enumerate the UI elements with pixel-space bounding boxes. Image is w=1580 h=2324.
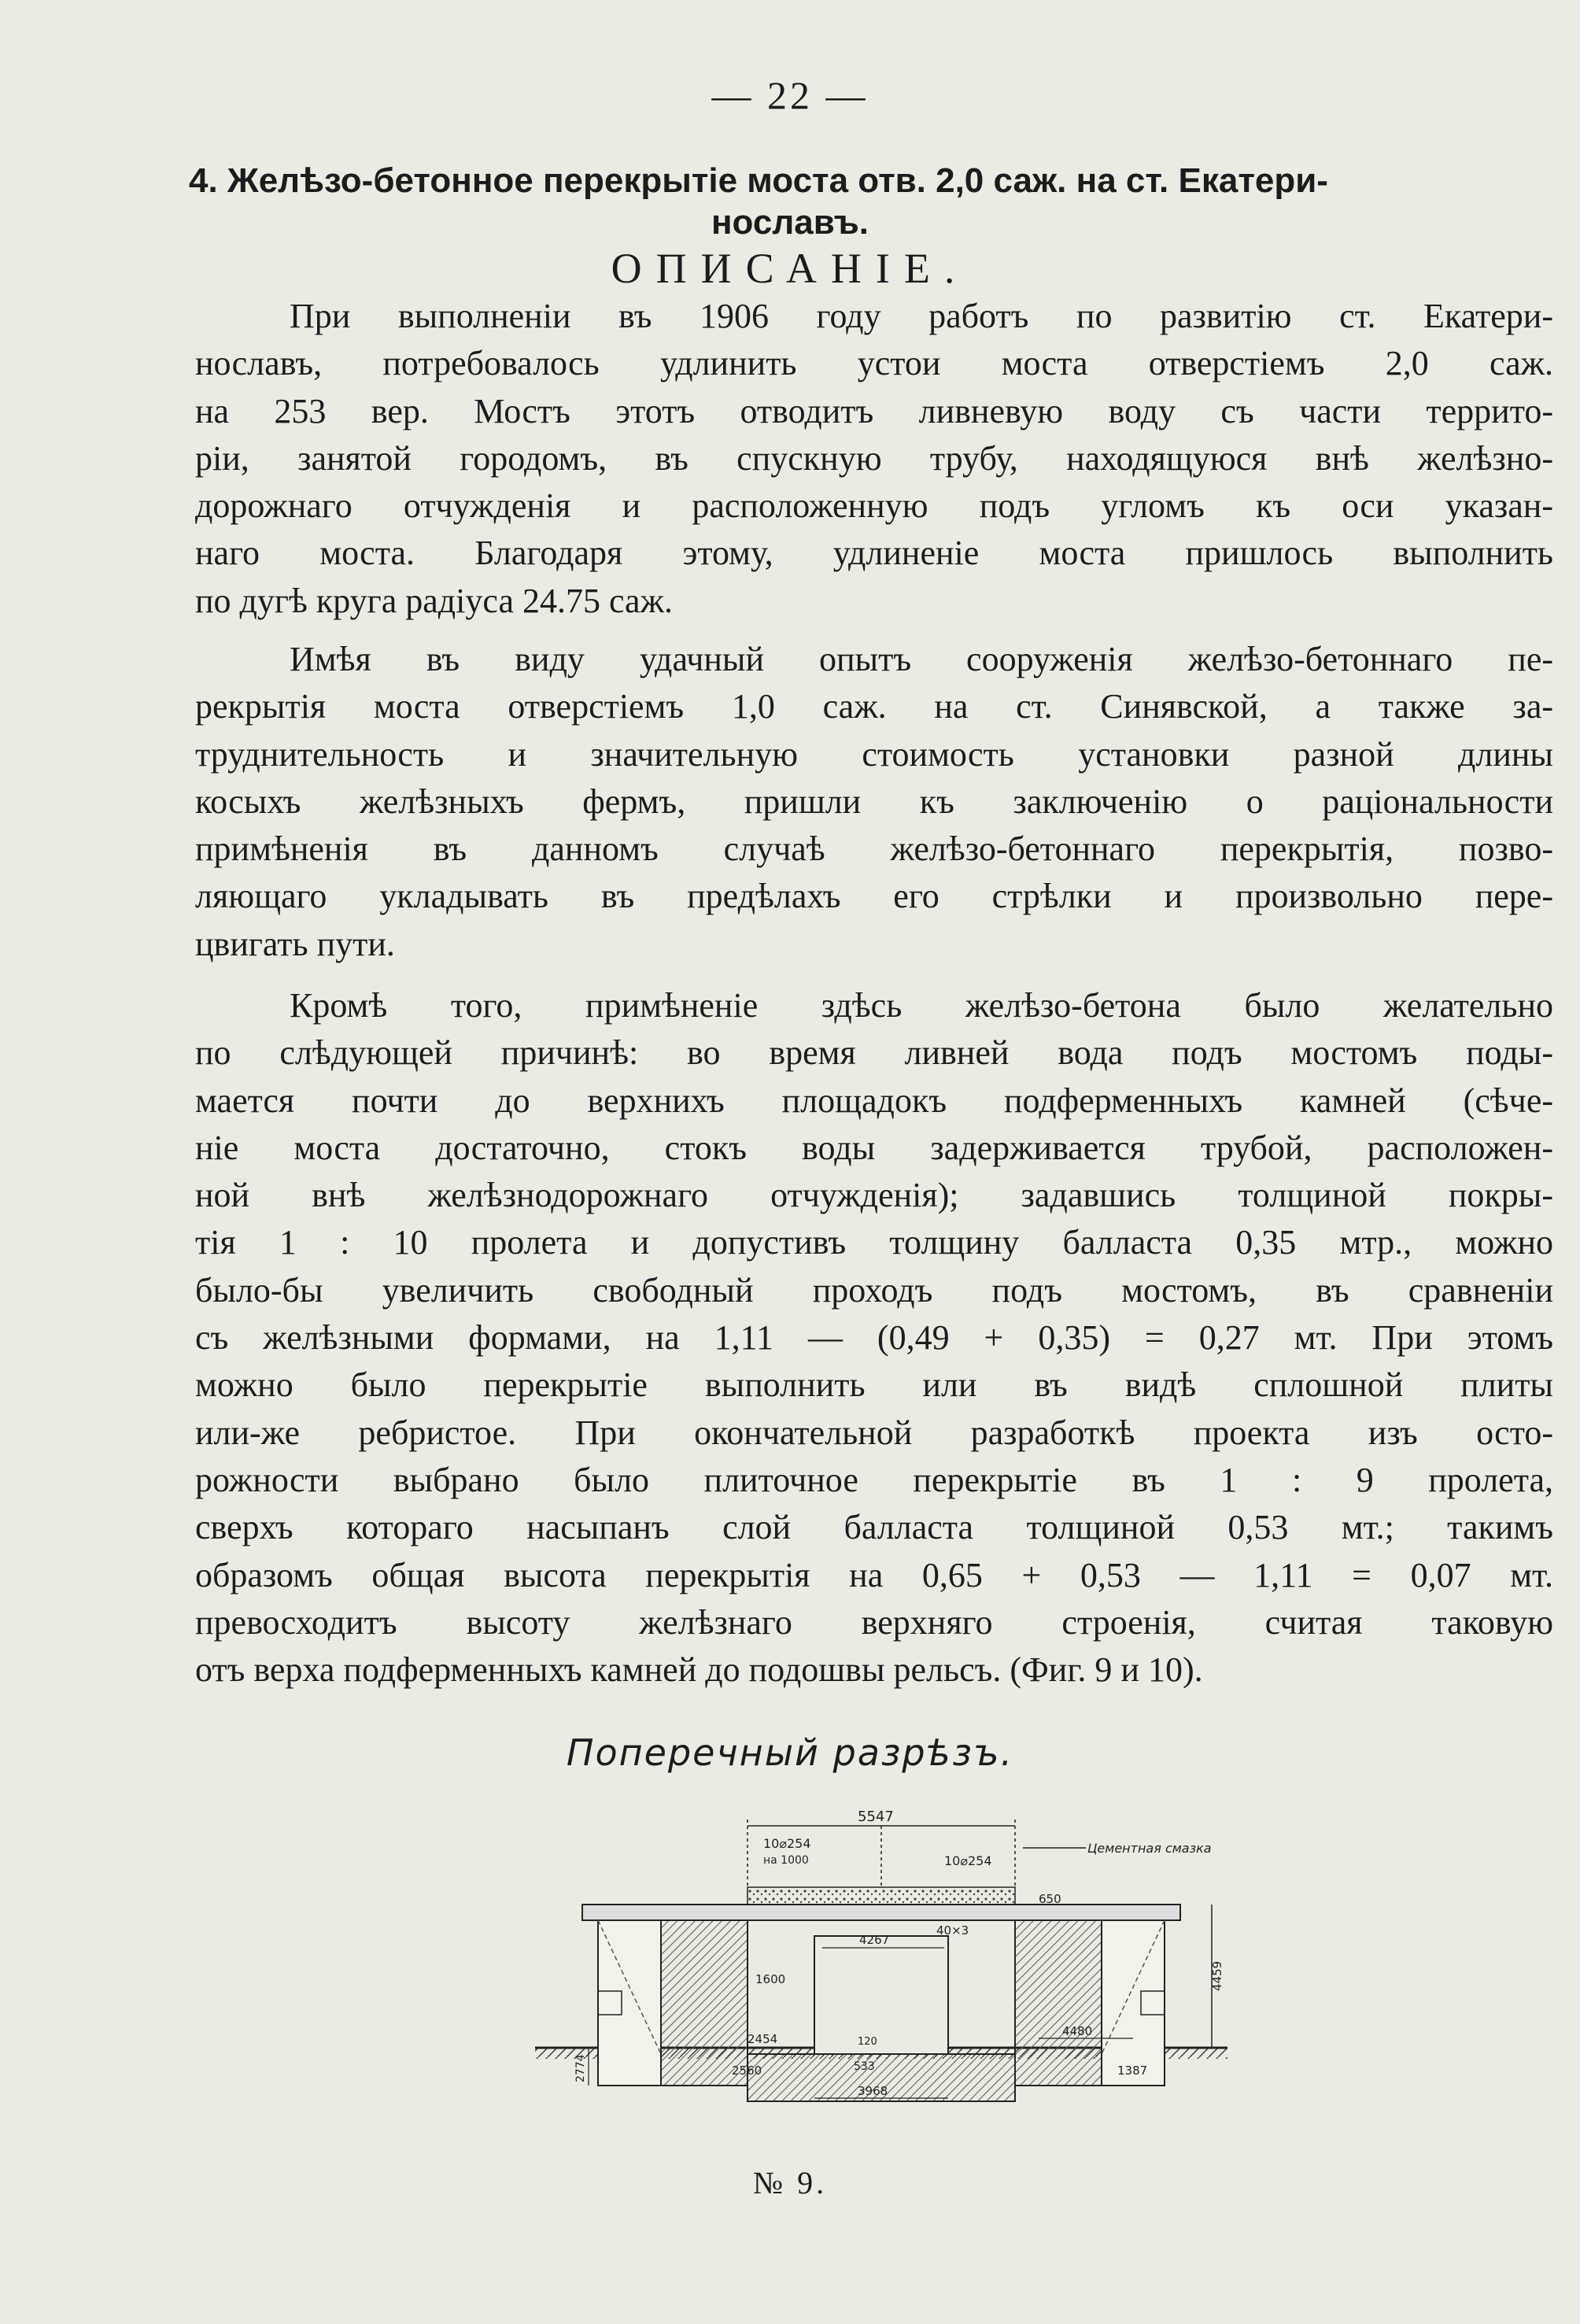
paragraph-1 [195, 293, 1553, 625]
dim-533: 533 [854, 2060, 875, 2073]
dim-1600: 1600 [755, 1972, 786, 1986]
heading: 4. Желѣзо-бетонное перекрытіе моста отв. 2,0 саж. на ст. Екатери- [189, 161, 1328, 200]
text-line: по дугѣ круга радіуса 24.75 саж. [195, 581, 673, 620]
text-line: отъ верха подферменныхъ камней до подошвы рельсъ. (Фиг. 9 и 10). [195, 1650, 1203, 1690]
left-abutment-core [661, 1920, 748, 2086]
text-line: по слѣдующей причинѣ: во время ливней вода подъ мостомъ поды- [195, 1033, 1553, 1073]
dim-2774: 2774 [574, 2054, 587, 2082]
text-line: ніе моста достаточно, стокъ воды задерживается трубой, расположен- [195, 1128, 1553, 1167]
dim-4459: 4459 [1210, 1960, 1224, 1991]
dim-span-total: 5547 [858, 1809, 894, 1825]
right-abutment-core [1015, 1920, 1102, 2086]
text-line: цвигать пути. [195, 924, 395, 963]
text-line: было-бы увеличить свободный проходъ подъ мостомъ, въ сравненіи [195, 1270, 1553, 1310]
text-line: на 253 вер. Мостъ этотъ отводитъ ливневую воду съ части террито- [195, 391, 1553, 430]
text-line: мается почти до верхнихъ площадокъ подферменныхъ камней (сѣче- [195, 1081, 1553, 1120]
text-line: съ желѣзными формами, на 1,11 — (0,49 + 0,35) = 0,27 мт. При этомъ [195, 1318, 1553, 1358]
text-line: тія 1 : 10 пролета и допустивъ толщину балласта 0,35 мтр., можно [195, 1223, 1553, 1262]
text-line: труднительность и значительную стоимость установки разной длины [195, 734, 1553, 774]
text-line: или-же ребристое. При окончательной разработкѣ проекта изъ осто- [195, 1413, 1553, 1452]
dim-1387: 1387 [1117, 2064, 1148, 2078]
dim-4267: 4267 [859, 1933, 890, 1947]
dim-650: 650 [1039, 1892, 1061, 1906]
text-line: примѣненія въ данномъ случаѣ желѣзо-бетоннаго перекрытія, позво- [195, 829, 1553, 869]
text-line: Имѣя въ виду удачный опытъ сооруженія желѣзо-бетоннаго пе- [290, 640, 1553, 678]
heading-continuation: нославъ. [711, 203, 869, 242]
text-line: нославъ, потребовалось удлинить устои моста отверстіемъ 2,0 саж. [195, 344, 1553, 383]
text-line: ляющаго укладывать въ предѣлахъ его стрѣлки и произвольно пере- [195, 877, 1553, 916]
text-line: наго моста. Благодаря этому, удлиненіе моста пришлось выполнить [195, 534, 1553, 573]
dim-rail-a-note: на 1000 [763, 1854, 809, 1867]
text-line: можно было перекрытіе выполнить или въ видѣ сплошной плиты [195, 1365, 1553, 1405]
paragraph-2 [195, 636, 1553, 968]
deck-slab [582, 1905, 1180, 1920]
dim-3968: 3968 [858, 2084, 888, 2098]
text-line: рожности выбрано было плиточное перекрытіе въ 1 : 9 пролета, [195, 1460, 1553, 1499]
bridge-opening [814, 1936, 948, 2054]
text-line: ріи, занятой городомъ, въ спускную трубу, находящуюся внѣ желѣзно- [195, 438, 1553, 478]
dim-rail-a: 10⌀254 [763, 1836, 811, 1851]
text-line: образомъ общая высота перекрытія на 0,65 + 0,53 — 1,11 = 0,07 мт. [195, 1555, 1553, 1594]
text-line: косыхъ желѣзныхъ фермъ, пришли къ заключенію о раціональности [195, 781, 1553, 821]
cross-section-figure [519, 1802, 1275, 2133]
text-line: дорожнаго отчужденія и расположенную подъ угломъ къ оси указан- [195, 486, 1553, 526]
dim-2454: 2454 [748, 2032, 778, 2046]
dim-2560: 2560 [732, 2064, 762, 2078]
cross-section-drawing [519, 1802, 1275, 2133]
text-line: рекрытія моста отверстіемъ 1,0 саж. на ст. Синявской, а также за- [195, 687, 1553, 726]
dim-40x3: 40×3 [936, 1923, 969, 1938]
dim-rail-b: 10⌀254 [944, 1853, 992, 1868]
right-abutment [1102, 1920, 1165, 2086]
page-number: — 22 — [711, 73, 869, 117]
text-line: При выполненіи въ 1906 году работъ по развитію ст. Екатери- [290, 297, 1553, 335]
left-abutment [598, 1920, 661, 2086]
paragraph-3 [195, 982, 1553, 1694]
text-line: ной внѣ желѣзнодорожнаго отчужденія); задавшись толщиной покры- [195, 1176, 1553, 1215]
ballast-layer [748, 1887, 1015, 1905]
dim-4480: 4480 [1062, 2024, 1093, 2038]
figure-title: Поперечный разрѣзъ. [566, 1731, 1014, 1774]
section-title: ОПИСАНІЕ. [611, 245, 969, 292]
label-cement: Цементная смазка [1087, 1841, 1212, 1856]
text-line: Кромѣ того, примѣненіе здѣсь желѣзо-бетона было желательно [290, 986, 1553, 1025]
text-line: сверхъ котораго насыпанъ слой балласта толщиной 0,53 мт.; такимъ [195, 1508, 1553, 1547]
text-line: превосходитъ высоту желѣзнаго верхняго строенія, считая таковую [195, 1602, 1553, 1642]
figure-caption: № 9. [752, 2165, 828, 2200]
dim-120: 120 [858, 2036, 877, 2048]
